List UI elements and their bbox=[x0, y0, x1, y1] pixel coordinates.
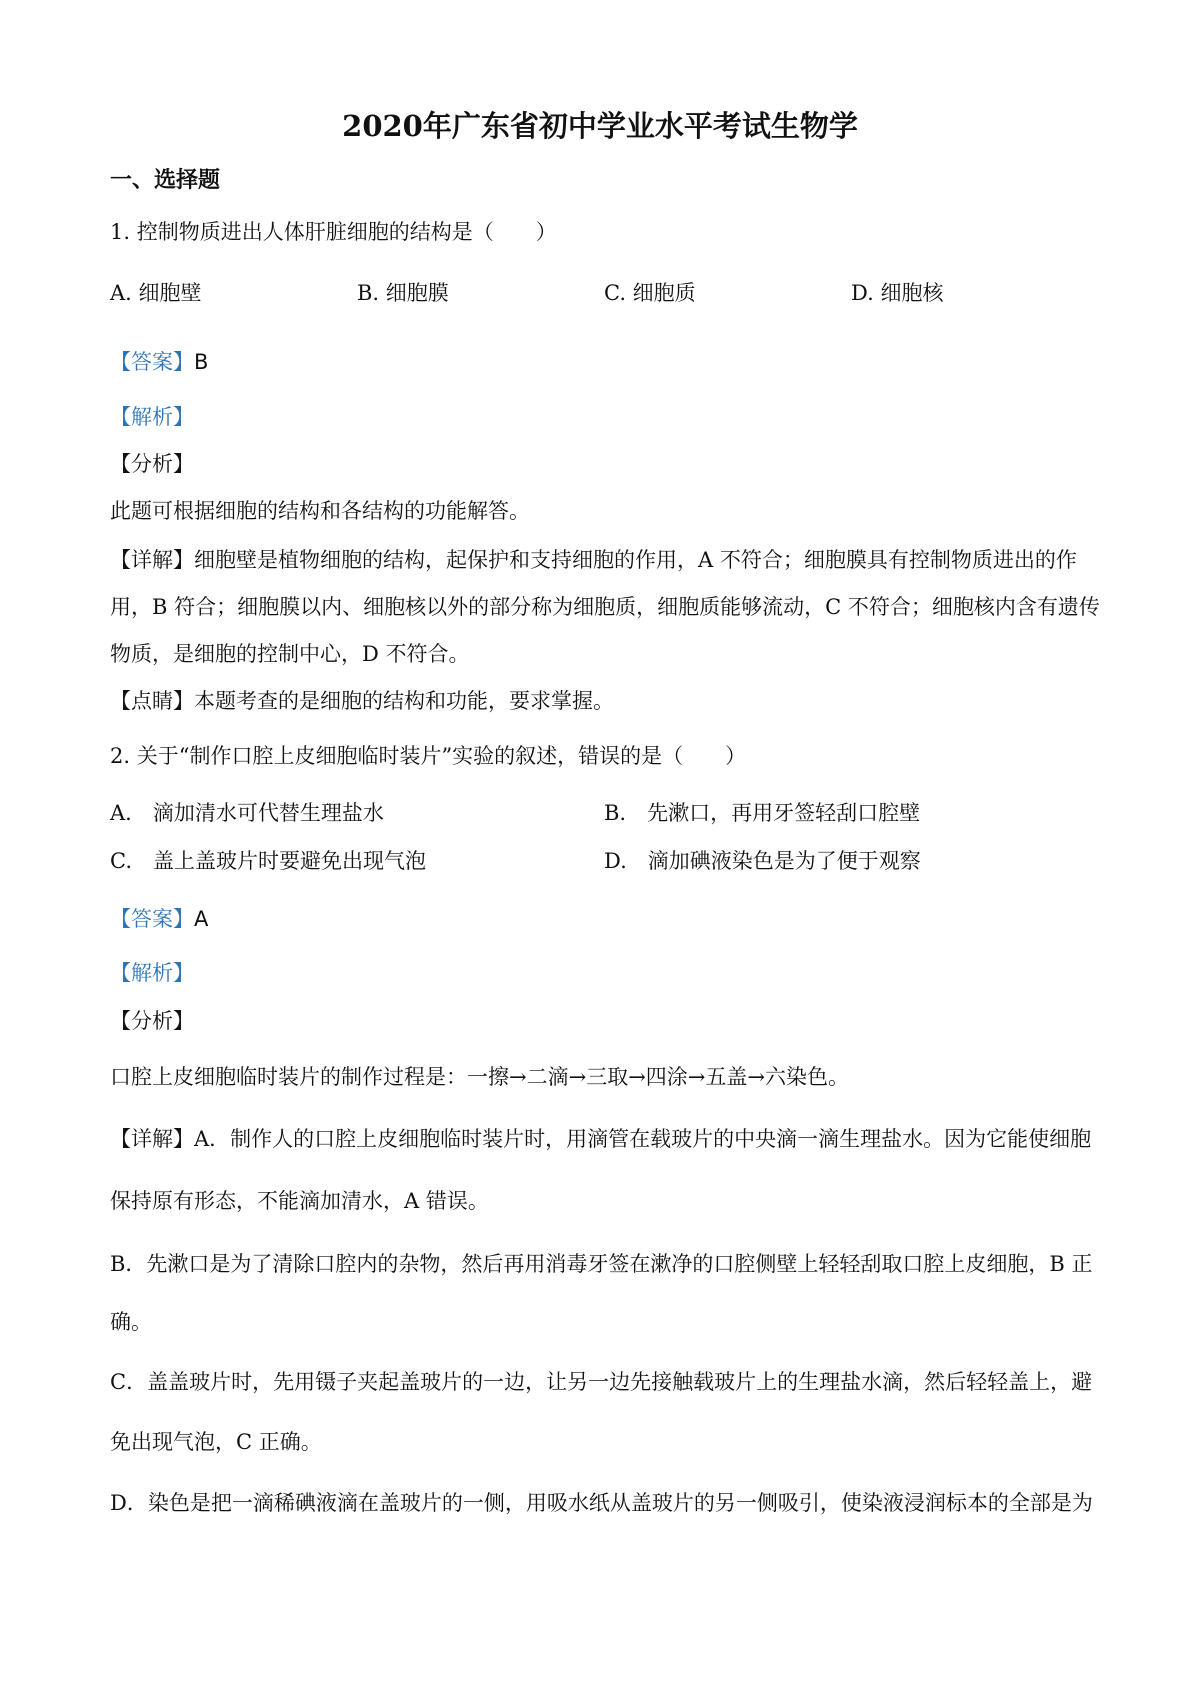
question-2-stem: 2. 关于“制作口腔上皮细胞临时装片”实验的叙述，错误的是（ ） bbox=[110, 744, 747, 768]
q2-analysis-tag: 【解析】 bbox=[110, 961, 194, 985]
q2-detail-c-line-2: 免出现气泡，C 正确。 bbox=[110, 1430, 322, 1454]
q1-option-a: A. 细胞壁 bbox=[110, 281, 202, 305]
q1-answer bbox=[110, 347, 208, 377]
q1-comment: 【点睛】本题考查的是细胞的结构和功能，要求掌握。 bbox=[110, 689, 614, 713]
answer-value: A bbox=[194, 907, 209, 931]
q2-detail-b-line-2: 确。 bbox=[110, 1310, 152, 1334]
page-title: 2020年广东省初中学业水平考试生物学 bbox=[342, 109, 858, 143]
comment-tag: 【点睛】 bbox=[110, 689, 194, 713]
q1-option-b: B. 细胞膜 bbox=[357, 281, 449, 305]
q1-analysis-tag: 【解析】 bbox=[110, 405, 194, 429]
q2-detail-c-line-1: C．盖盖玻片时，先用镊子夹起盖玻片的一边，让另一边先接触载玻片上的生理盐水滴，然后轻轻盖上，避 bbox=[110, 1370, 1093, 1394]
q2-fenxi-tag: 【分析】 bbox=[110, 1009, 194, 1033]
q2-detail-d-line-1: D．染色是把一滴稀碘液滴在盖玻片的一侧，用吸水纸从盖玻片的另一侧吸引，使染液浸润标本的全部是为 bbox=[110, 1491, 1093, 1515]
answer-value: B bbox=[194, 350, 209, 374]
q1-detail-line-2: 用，B 符合；细胞膜以内、细胞核以外的部分称为细胞质，细胞质能够流动，C 不符合；细胞核内含有遗传 bbox=[110, 595, 1100, 619]
section-heading: 一、选择题 bbox=[110, 167, 221, 193]
q1-fenxi-tag: 【分析】 bbox=[110, 452, 194, 476]
detail-tag: 【详解】 bbox=[110, 548, 194, 572]
detail-tag: 【详解】 bbox=[110, 1127, 194, 1151]
q2-detail-a-line-2: 保持原有形态，不能滴加清水，A 错误。 bbox=[110, 1189, 489, 1213]
q1-detail-line-1: 【详解】细胞壁是植物细胞的结构，起保护和支持细胞的作用，A 不符合；细胞膜具有控制物质进出的作 bbox=[110, 548, 1077, 572]
question-1-stem: 1. 控制物质进出人体肝脏细胞的结构是（ ） bbox=[110, 220, 557, 244]
q2-option-d: D. 滴加碘液染色是为了便于观察 bbox=[604, 849, 921, 873]
q1-option-c: C. 细胞质 bbox=[604, 281, 696, 305]
q2-option-b: B. 先漱口，再用牙签轻刮口腔壁 bbox=[604, 801, 921, 825]
q1-option-d: D. 细胞核 bbox=[851, 281, 944, 305]
answer-tag: 【答案】 bbox=[110, 350, 194, 374]
q2-fenxi-text: 口腔上皮细胞临时装片的制作过程是：一擦→二滴→三取→四涂→五盖→六染色。 bbox=[110, 1065, 849, 1089]
answer-tag: 【答案】 bbox=[110, 907, 194, 931]
q2-answer bbox=[110, 904, 208, 934]
q2-detail-a-line-1: 【详解】A．制作人的口腔上皮细胞临时装片时，用滴管在载玻片的中央滴一滴生理盐水。因为它能使细胞 bbox=[110, 1127, 1092, 1151]
q2-option-c: C. 盖上盖玻片时要避免出现气泡 bbox=[110, 849, 426, 873]
q1-detail-line-3: 物质，是细胞的控制中心，D 不符合。 bbox=[110, 642, 470, 666]
q2-detail-b-line-1: B．先漱口是为了清除口腔内的杂物，然后再用消毒牙签在漱净的口腔侧壁上轻轻刮取口腔上皮细胞，B 正 bbox=[110, 1252, 1093, 1276]
q2-option-a: A. 滴加清水可代替生理盐水 bbox=[110, 801, 384, 825]
q1-fenxi-text: 此题可根据细胞的结构和各结构的功能解答。 bbox=[110, 499, 530, 523]
